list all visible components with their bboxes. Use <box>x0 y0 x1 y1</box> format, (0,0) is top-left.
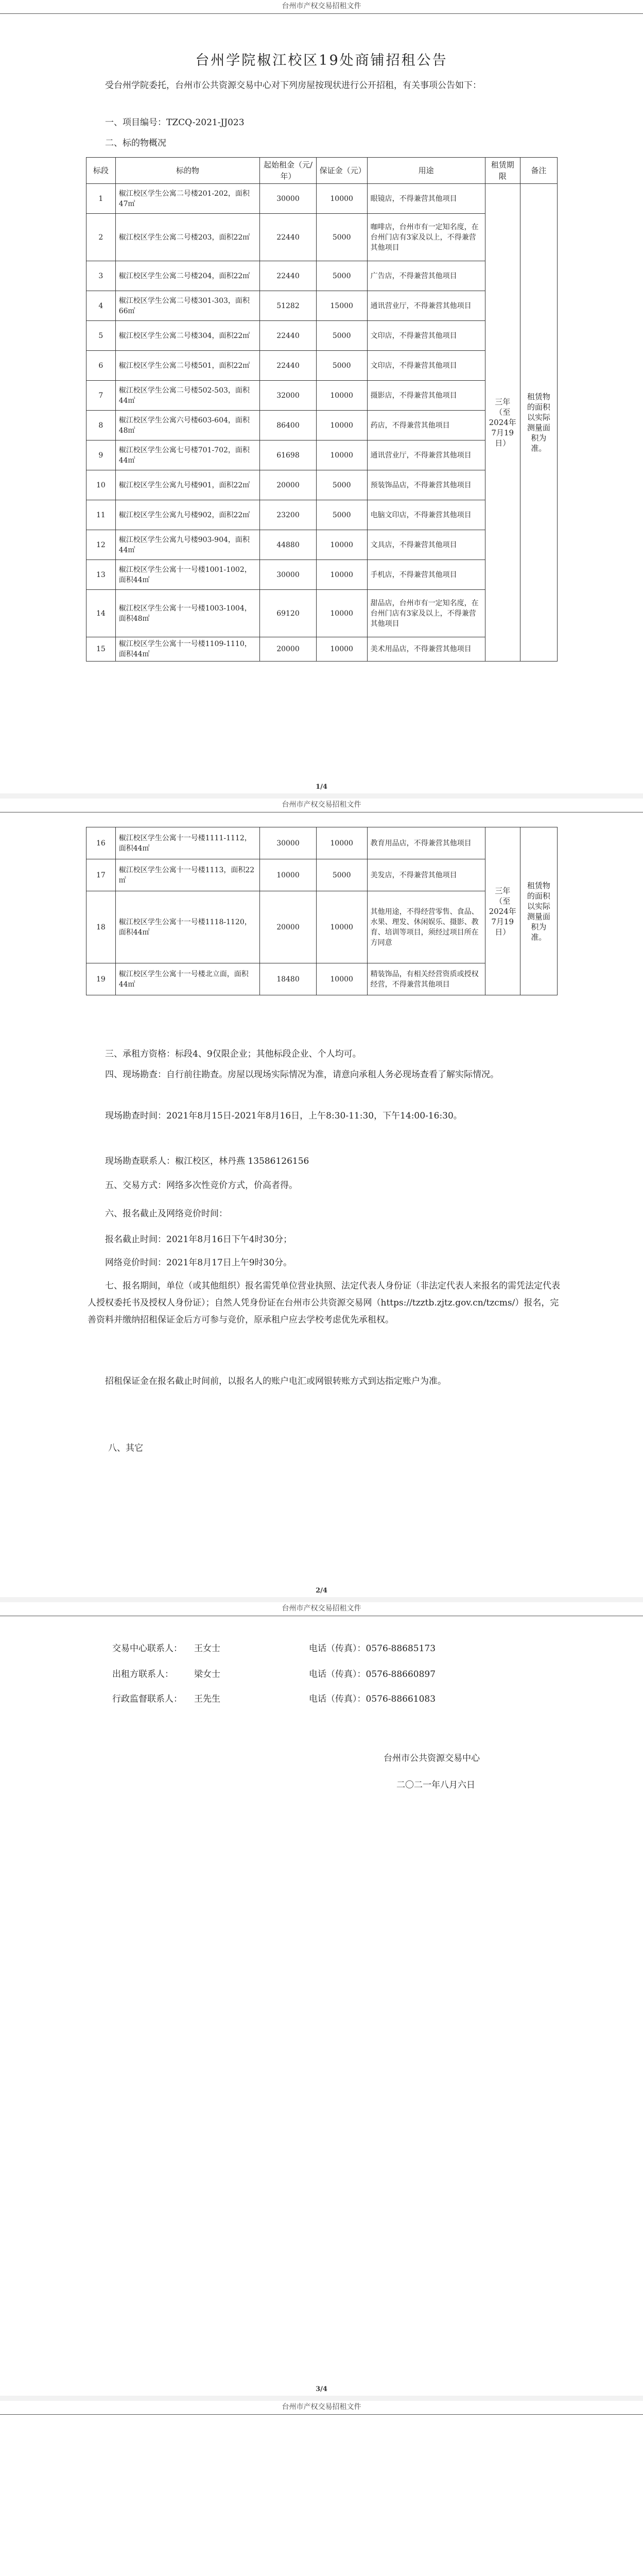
header-lot: 标段 <box>86 158 116 184</box>
header-deposit: 保证金（元） <box>316 158 367 184</box>
object-cell: 椒江校区学生公寓九号楼903-904，面积44㎡ <box>115 530 260 560</box>
page-2 <box>0 799 643 1597</box>
contact-lessor-tel: 电话（传真）：0576-88660897 <box>309 1669 436 1680</box>
object-cell: 椒江校区学生公寓二号楼203，面积22㎡ <box>115 214 260 261</box>
object-cell: 椒江校区学生公寓九号楼902，面积22㎡ <box>115 500 260 530</box>
deposit-cell: 5000 <box>316 500 367 530</box>
deposit-cell: 10000 <box>316 530 367 560</box>
object-cell: 椒江校区学生公寓二号楼204，面积22㎡ <box>115 261 260 291</box>
usage-cell: 广告店，不得兼营其他项目 <box>367 261 485 291</box>
deposit-cell: 10000 <box>316 411 367 440</box>
object-cell: 椒江校区学生公寓十一号楼1113，面积22㎡ <box>115 859 260 891</box>
start-rent-cell: 30000 <box>260 560 316 590</box>
object-cell: 椒江校区学生公寓二号楼301-303，面积66㎡ <box>115 291 260 321</box>
start-rent-cell: 30000 <box>260 827 316 859</box>
usage-cell: 教育用品店，不得兼营其他项目 <box>367 827 485 859</box>
object-cell: 椒江校区学生公寓十一号楼1111-1112，面积44㎡ <box>115 827 260 859</box>
usage-cell: 其他用途，不得经营零售、食品、水果、理发、休闲娱乐、摄影、教育、培训等项目，须经过项目所在方同意 <box>367 891 485 963</box>
start-rent-cell: 22440 <box>260 351 316 381</box>
lot-cell: 10 <box>86 470 116 500</box>
start-rent-cell: 20000 <box>260 891 316 963</box>
section-deadline: 六、报名截止及网络竞价时间： <box>105 1209 228 1219</box>
remark-cell: 租赁物的面积以实际测量面积为准。 <box>520 827 557 995</box>
object-cell: 椒江校区学生公寓九号楼901，面积22㎡ <box>115 470 260 500</box>
deposit-cell: 5000 <box>316 859 367 891</box>
page-3 <box>0 1602 643 2396</box>
page-number: 3/4 <box>316 2385 327 2393</box>
usage-cell: 药店，不得兼营其他项目 <box>367 411 485 440</box>
signature-organization: 台州市公共资源交易中心 <box>384 1753 480 1764</box>
table-header-row <box>86 158 558 184</box>
start-rent-cell: 30000 <box>260 184 316 214</box>
usage-cell: 美术用品店，不得兼营其他项目 <box>367 637 485 662</box>
object-cell: 椒江校区学生公寓十一号楼1109-1110，面积44㎡ <box>115 637 260 662</box>
start-rent-cell: 22440 <box>260 261 316 291</box>
lot-cell: 15 <box>86 637 116 662</box>
deposit-cell: 10000 <box>316 637 367 662</box>
deposit-cell: 5000 <box>316 214 367 261</box>
term-cell: 三年（至2024年7月19日） <box>485 827 520 995</box>
section-trade-method: 五、交易方式：网络多次性竞价方式，价高者得。 <box>105 1180 298 1191</box>
deposit-cell: 10000 <box>316 440 367 470</box>
object-cell: 椒江校区学生公寓二号楼501，面积22㎡ <box>115 351 260 381</box>
deposit-cell: 5000 <box>316 470 367 500</box>
usage-cell: 通讯营业厅，不得兼营其他项目 <box>367 291 485 321</box>
start-rent-cell: 20000 <box>260 637 316 662</box>
bid-table <box>86 157 558 662</box>
lot-cell: 14 <box>86 590 116 637</box>
signature-date: 二〇二一年八月六日 <box>396 1780 475 1790</box>
object-cell: 椒江校区学生公寓七号楼701-702，面积44㎡ <box>115 440 260 470</box>
contact-lessor-name: 梁女士 <box>194 1669 220 1680</box>
section-site-inspection: 四、现场勘查：自行前往勘查。房屋以现场实际情况为准，请意向承租人务必现场查看了解实际情况。 <box>105 1070 499 1080</box>
lot-cell: 5 <box>86 321 116 351</box>
deposit-cell: 10000 <box>316 590 367 637</box>
usage-cell: 精装饰品，有相关经营资质或授权经营，不得兼营其他项目 <box>367 963 485 995</box>
deposit-cell: 10000 <box>316 891 367 963</box>
inspection-contact: 现场勘查联系人：椒江校区，林丹燕 13586126156 <box>105 1156 309 1166</box>
usage-cell: 文印店，不得兼营其他项目 <box>367 351 485 381</box>
lot-cell: 17 <box>86 859 116 891</box>
start-rent-cell: 51282 <box>260 291 316 321</box>
header-start-rent: 起始租金（元/年） <box>260 158 316 184</box>
usage-cell: 咖啡店，台州市有一定知名度，在台州门店有3家及以上，不得兼营其他项目 <box>367 214 485 261</box>
lot-cell: 13 <box>86 560 116 590</box>
deposit-cell: 10000 <box>316 381 367 411</box>
table-row <box>86 827 558 859</box>
remark-cell: 租赁物的面积以实际测量面积为准。 <box>520 184 557 662</box>
term-cell: 三年（至2024年7月19日） <box>485 184 520 662</box>
deposit-cell: 5000 <box>316 321 367 351</box>
object-cell: 椒江校区学生公寓十一号楼北立面，面积44㎡ <box>115 963 260 995</box>
lot-cell: 16 <box>86 827 116 859</box>
contact-exchange-tel: 电话（传真）：0576-88685173 <box>309 1643 436 1654</box>
registration-deadline: 报名截止时间：2021年8月16日下午4时30分； <box>105 1234 292 1245</box>
object-cell: 椒江校区学生公寓二号楼502-503，面积44㎡ <box>115 381 260 411</box>
deposit-cell: 15000 <box>316 291 367 321</box>
lot-cell: 1 <box>86 184 116 214</box>
start-rent-cell: 44880 <box>260 530 316 560</box>
page-header: 台州市产权交易招租文件 <box>0 799 643 812</box>
lot-cell: 18 <box>86 891 116 963</box>
usage-cell: 电脑文印店，不得兼营其他项目 <box>367 500 485 530</box>
usage-cell: 眼镜店，不得兼营其他项目 <box>367 184 485 214</box>
start-rent-cell: 20000 <box>260 470 316 500</box>
page-number: 1/4 <box>316 783 327 791</box>
start-rent-cell: 32000 <box>260 381 316 411</box>
start-rent-cell: 22440 <box>260 321 316 351</box>
contact-supervision-tel: 电话（传真）：0576-88661083 <box>309 1694 436 1704</box>
usage-cell: 文印店，不得兼营其他项目 <box>367 321 485 351</box>
object-cell: 椒江校区学生公寓六号楼603-604，面积48㎡ <box>115 411 260 440</box>
document-title: 台州学院椒江校区19处商铺招租公告 <box>195 53 448 69</box>
lot-cell: 19 <box>86 963 116 995</box>
deposit-cell: 10000 <box>316 184 367 214</box>
usage-cell: 通讯营业厅，不得兼营其他项目 <box>367 440 485 470</box>
contact-exchange-role: 交易中心联系人： <box>112 1643 182 1654</box>
start-rent-cell: 86400 <box>260 411 316 440</box>
page-header: 台州市产权交易招租文件 <box>0 1602 643 1616</box>
header-term: 租赁期限 <box>485 158 520 184</box>
bid-table-continued <box>86 827 558 995</box>
lot-cell: 12 <box>86 530 116 560</box>
section-qualification: 三、承租方资格：标段4、9仅限企业；其他标段企业、个人均可。 <box>105 1049 361 1059</box>
section-registration: 七、报名期间，单位（或其他组织）报名需凭单位营业执照、法定代表人身份证（非法定代表人来报名的需凭法定代表人授权委托书及授权人身份证）；自然人凭身份证在台州市公共资源交易网（https://tzztb.zjtz.gov.cn/tzcms/）报名，完善资料并缴纳招租保证金后方可参与竞价，原承租户应去学校考虑优先承租权。 <box>88 1281 560 1325</box>
page-number: 2/4 <box>316 1587 327 1595</box>
usage-cell: 美发店，不得兼营其他项目 <box>367 859 485 891</box>
deposit-note: 招租保证金在报名截止时间前，以报名人的账户电汇或网银转账方式到达指定账户为准。 <box>105 1376 446 1386</box>
contact-supervision-name: 王先生 <box>194 1694 220 1704</box>
bidding-time: 网络竞价时间：2021年8月17日上午9时30分。 <box>105 1258 292 1268</box>
page-header: 台州市产权交易招租文件 <box>0 2401 643 2415</box>
lot-cell: 4 <box>86 291 116 321</box>
lot-cell: 8 <box>86 411 116 440</box>
usage-cell: 文具店，不得兼营其他项目 <box>367 530 485 560</box>
start-rent-cell: 23200 <box>260 500 316 530</box>
page-1 <box>0 0 643 793</box>
contact-supervision-role: 行政监督联系人： <box>112 1694 182 1704</box>
start-rent-cell: 69120 <box>260 590 316 637</box>
header-object: 标的物 <box>115 158 260 184</box>
contact-lessor-role: 出租方联系人： <box>112 1669 173 1680</box>
object-cell: 椒江校区学生公寓二号楼304，面积22㎡ <box>115 321 260 351</box>
page-4 <box>0 2401 643 2576</box>
contact-exchange-name: 王女士 <box>194 1643 220 1654</box>
usage-cell: 摄影店，不得兼营其他项目 <box>367 381 485 411</box>
object-cell: 椒江校区学生公寓二号楼201-202，面积47㎡ <box>115 184 260 214</box>
lot-cell: 3 <box>86 261 116 291</box>
object-cell: 椒江校区学生公寓十一号楼1003-1004，面积48㎡ <box>115 590 260 637</box>
deposit-cell: 5000 <box>316 351 367 381</box>
lot-cell: 7 <box>86 381 116 411</box>
object-cell: 椒江校区学生公寓十一号楼1118-1120，面积44㎡ <box>115 891 260 963</box>
lot-cell: 9 <box>86 440 116 470</box>
header-remark: 备注 <box>520 158 557 184</box>
deposit-cell: 10000 <box>316 560 367 590</box>
usage-cell: 预装饰品店，不得兼营其他项目 <box>367 470 485 500</box>
deposit-cell: 5000 <box>316 261 367 291</box>
header-usage: 用途 <box>367 158 485 184</box>
start-rent-cell: 10000 <box>260 859 316 891</box>
table-row <box>86 184 558 214</box>
section-other: 八、其它 <box>108 1443 143 1453</box>
intro-paragraph: 受台州学院委托，台州市公共资源交易中心对下列房屋按现状进行公开招租，有关事项公告如下： <box>105 80 481 91</box>
section-project-number: 一、项目编号：TZCQ-2021-JJ023 <box>105 117 245 128</box>
usage-cell: 甜品店，台州市有一定知名度，在台州门店有3家及以上，不得兼营其他项目 <box>367 590 485 637</box>
start-rent-cell: 22440 <box>260 214 316 261</box>
lot-cell: 6 <box>86 351 116 381</box>
deposit-cell: 10000 <box>316 963 367 995</box>
start-rent-cell: 61698 <box>260 440 316 470</box>
lot-cell: 2 <box>86 214 116 261</box>
lot-cell: 11 <box>86 500 116 530</box>
start-rent-cell: 18480 <box>260 963 316 995</box>
object-cell: 椒江校区学生公寓十一号楼1001-1002，面积44㎡ <box>115 560 260 590</box>
deposit-cell: 10000 <box>316 827 367 859</box>
page-header: 台州市产权交易招租文件 <box>0 0 643 14</box>
usage-cell: 手机店，不得兼营其他项目 <box>367 560 485 590</box>
section-overview: 二、标的物概况 <box>105 138 166 148</box>
inspection-time: 现场勘查时间：2021年8月15日-2021年8月16日，上午8:30-11:30，下午14:00-16:30。 <box>105 1111 462 1121</box>
